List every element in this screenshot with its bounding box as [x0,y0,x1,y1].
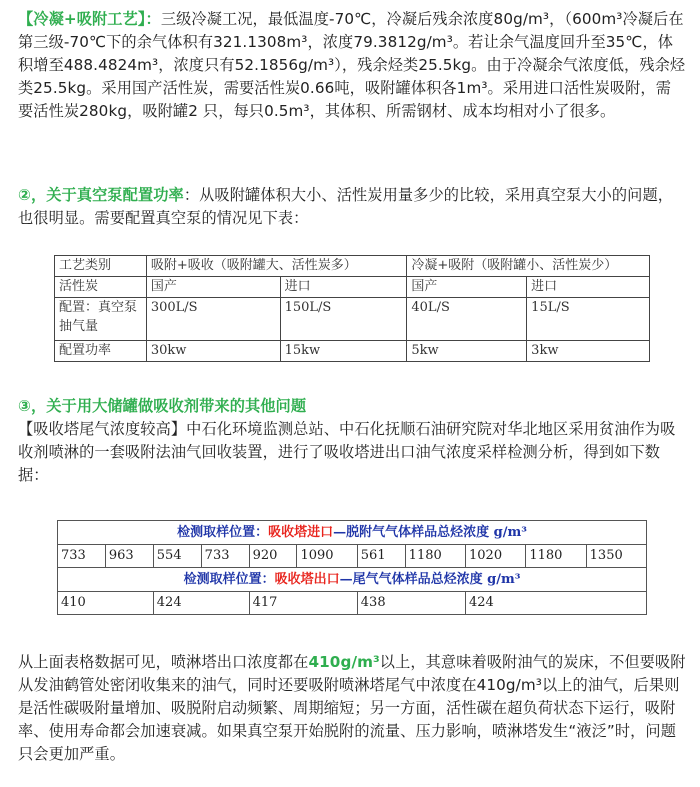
table-cell: 冷凝+吸附（吸附罐小、活性炭少） [407,256,650,277]
table-cell: 国产 [407,277,527,298]
inlet-value-cell: 1090 [297,545,357,568]
heading-condensation: 【冷凝+吸附工艺】： [18,10,161,28]
table-cell: 配置：真空泵抽气量 [55,298,147,341]
heading-absorber: ③，关于用大储罐做吸收剂带来的其他问题 [18,397,307,415]
text-vacuum-pump: ：从吸附罐体积大小、活性炭用量多少的比较，采用真空泵大小的问题，也很明显。需要配置真空泵的情况见下表： [18,186,674,227]
table-cell: 15kw [280,341,407,362]
table-cell: 3kw [527,341,650,362]
table-cell: 工艺类别 [55,256,147,277]
table-cell: 15L/S [527,298,650,341]
table-row [58,592,647,615]
table-row [58,521,647,545]
table-cell: 活性炭 [55,277,147,298]
outlet-value-cell: 424 [153,592,249,615]
inlet-value-cell: 554 [153,545,201,568]
inlet-value-cell: 1180 [405,545,465,568]
inlet-value-cell: 963 [105,545,153,568]
inlet-value-cell: 920 [249,545,297,568]
table-cell: 300L/S [146,298,280,341]
highlight-value: 410g/m³ [308,653,380,671]
inlet-value-cell: 1180 [526,545,586,568]
inlet-value-cell: 1020 [466,545,526,568]
outlet-value-cell: 417 [249,592,357,615]
paragraph-condensation [18,8,686,123]
table-row [58,545,647,568]
outlet-value-cell: 438 [357,592,465,615]
table-cell: 进口 [527,277,650,298]
concentration-table [57,520,647,615]
inlet-value-cell: 1350 [586,545,646,568]
table-cell: 吸附+吸收（吸附罐大、活性炭多） [146,256,407,277]
table-cell: 5kw [407,341,527,362]
table-cell: 国产 [146,277,280,298]
table-row [55,341,650,362]
table-cell: 配置功率 [55,341,147,362]
inlet-header: 检测取样位置：吸收塔进口—脱附气气体样品总烃浓度 g/m³ [58,521,647,545]
outlet-header: 检测取样位置：吸收塔出口—尾气气体样品总烃浓度 g/m³ [58,568,647,592]
text-absorber: 【吸收塔尾气浓度较高】中石化环境监测总站、中石化抚顺石油研究院对华北地区采用贫油作为吸收剂喷淋的一套吸附法油气回收装置，进行了吸收塔进出口油气浓度采样检测分析，得到如下数据： [18,420,676,484]
outlet-value-cell: 410 [58,592,154,615]
inlet-value-cell: 561 [357,545,405,568]
text-conclusion-a: 从上面表格数据可见，喷淋塔出口浓度都在 [18,653,309,671]
table-cell: 40L/S [407,298,527,341]
heading-vacuum-pump: ②，关于真空泵配置功率 [18,186,184,204]
table-row [55,298,650,341]
table-cell: 进口 [280,277,407,298]
outlet-value-cell: 424 [466,592,647,615]
table-row [55,256,650,277]
inlet-value-cell: 733 [58,545,106,568]
table-cell: 150L/S [280,298,407,341]
vacuum-pump-table [54,255,650,362]
paragraph-absorber [18,395,686,487]
paragraph-vacuum-pump [18,184,686,230]
table-cell: 30kw [146,341,280,362]
inlet-value-cell: 733 [201,545,249,568]
text-condensation: 三级冷凝工况，最低温度-70℃，冷凝后残余浓度80g/m³，（600m³冷凝后在第三级-70℃下的余气体积有321.1308m³，浓度79.3812g/m³。若让余气温度回升至35℃，体积增至488.4824m³，浓度只有52.1856g/m³），残余烃类25.5kg。由于冷凝余气浓度低，残余烃类25.5kg。采用国产活性炭，需要活性炭0.66吨，吸附罐体积各1m³。采用进口活性炭吸附，需要活性炭280kg，吸附罐2 只，每只0.5m³，其体积、所需钢材、成本均相对小了很多。 [18,10,686,120]
table-row [55,277,650,298]
paragraph-conclusion [18,651,686,766]
table-row [58,568,647,592]
text-conclusion-b: 以上，其意味着吸附油气的炭床，不但要吸附从发油鹤管处密闭收集来的油气，同时还要吸附喷淋塔尾气中浓度在410g/m³以上的油气，后果则是活性碳吸附量增加、吸脱附启动频繁、周期缩短；另一方面，活性碳在超负荷状态下运行，吸附率、使用寿命都会加速衰减。如果真空泵开始脱附的流量、压力影响，喷淋塔发生“液泛”时，问题只会更加严重。 [18,653,686,763]
